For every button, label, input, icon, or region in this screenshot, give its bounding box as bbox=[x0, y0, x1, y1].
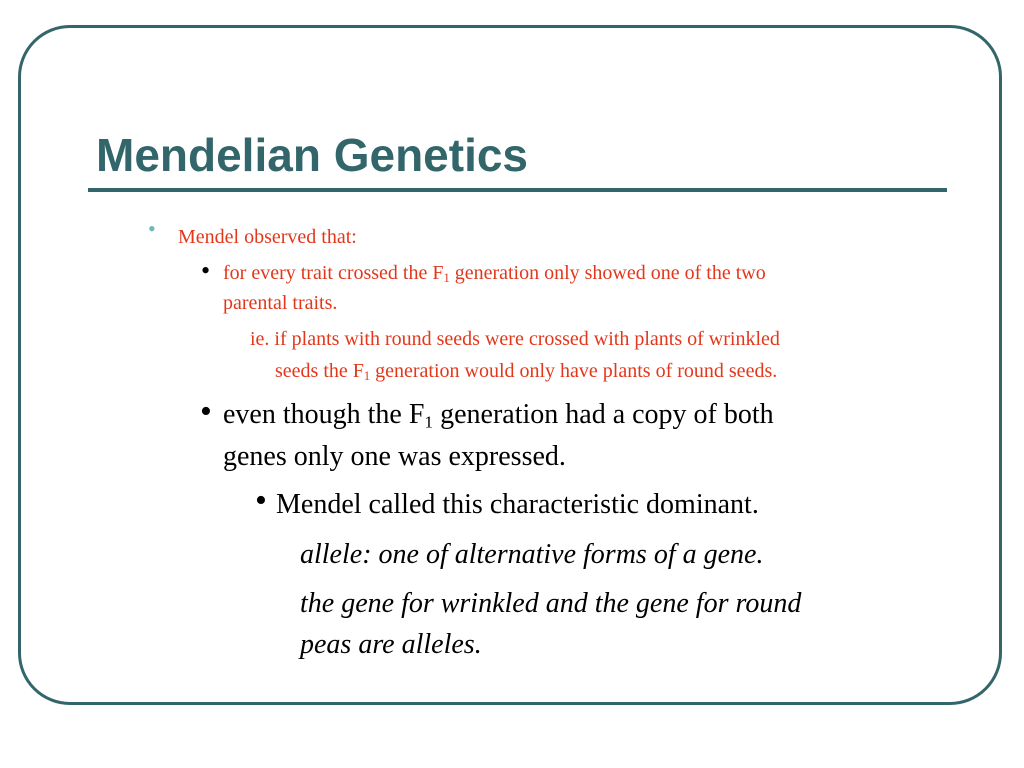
allele-example-line1: the gene for wrinkled and the gene for round bbox=[300, 588, 802, 619]
title-underline bbox=[88, 188, 947, 192]
slide-title: Mendelian Genetics bbox=[96, 129, 529, 181]
example-line1: ie. if plants with round seeds were crossed with plants of wrinkled bbox=[250, 328, 780, 350]
bullet-level1-marker: • bbox=[148, 216, 156, 241]
allele-example-line2: peas are alleles. bbox=[300, 629, 482, 660]
dominant-point-text: Mendel called this characteristic dominant. bbox=[276, 489, 759, 520]
expression-point-marker: • bbox=[200, 393, 212, 430]
expression-point-line2: genes only one was expressed. bbox=[223, 441, 566, 472]
expression-point-line1: even though the $F_1$ generation had a copy of both bbox=[223, 399, 774, 432]
bullet-level1-text: Mendel observed that: bbox=[178, 226, 357, 248]
trait-point-line1: for every trait crossed the $F_1$ generation only showed one of the two bbox=[223, 262, 766, 286]
allele-definition: allele: one of alternative forms of a gene. bbox=[300, 539, 764, 570]
trait-point-marker: • bbox=[201, 256, 211, 285]
dominant-point-marker: • bbox=[255, 482, 267, 519]
example-line2: seeds the $F_1$ generation would only have plants of round seeds. bbox=[275, 360, 778, 384]
trait-point-line2: parental traits. bbox=[223, 292, 338, 314]
